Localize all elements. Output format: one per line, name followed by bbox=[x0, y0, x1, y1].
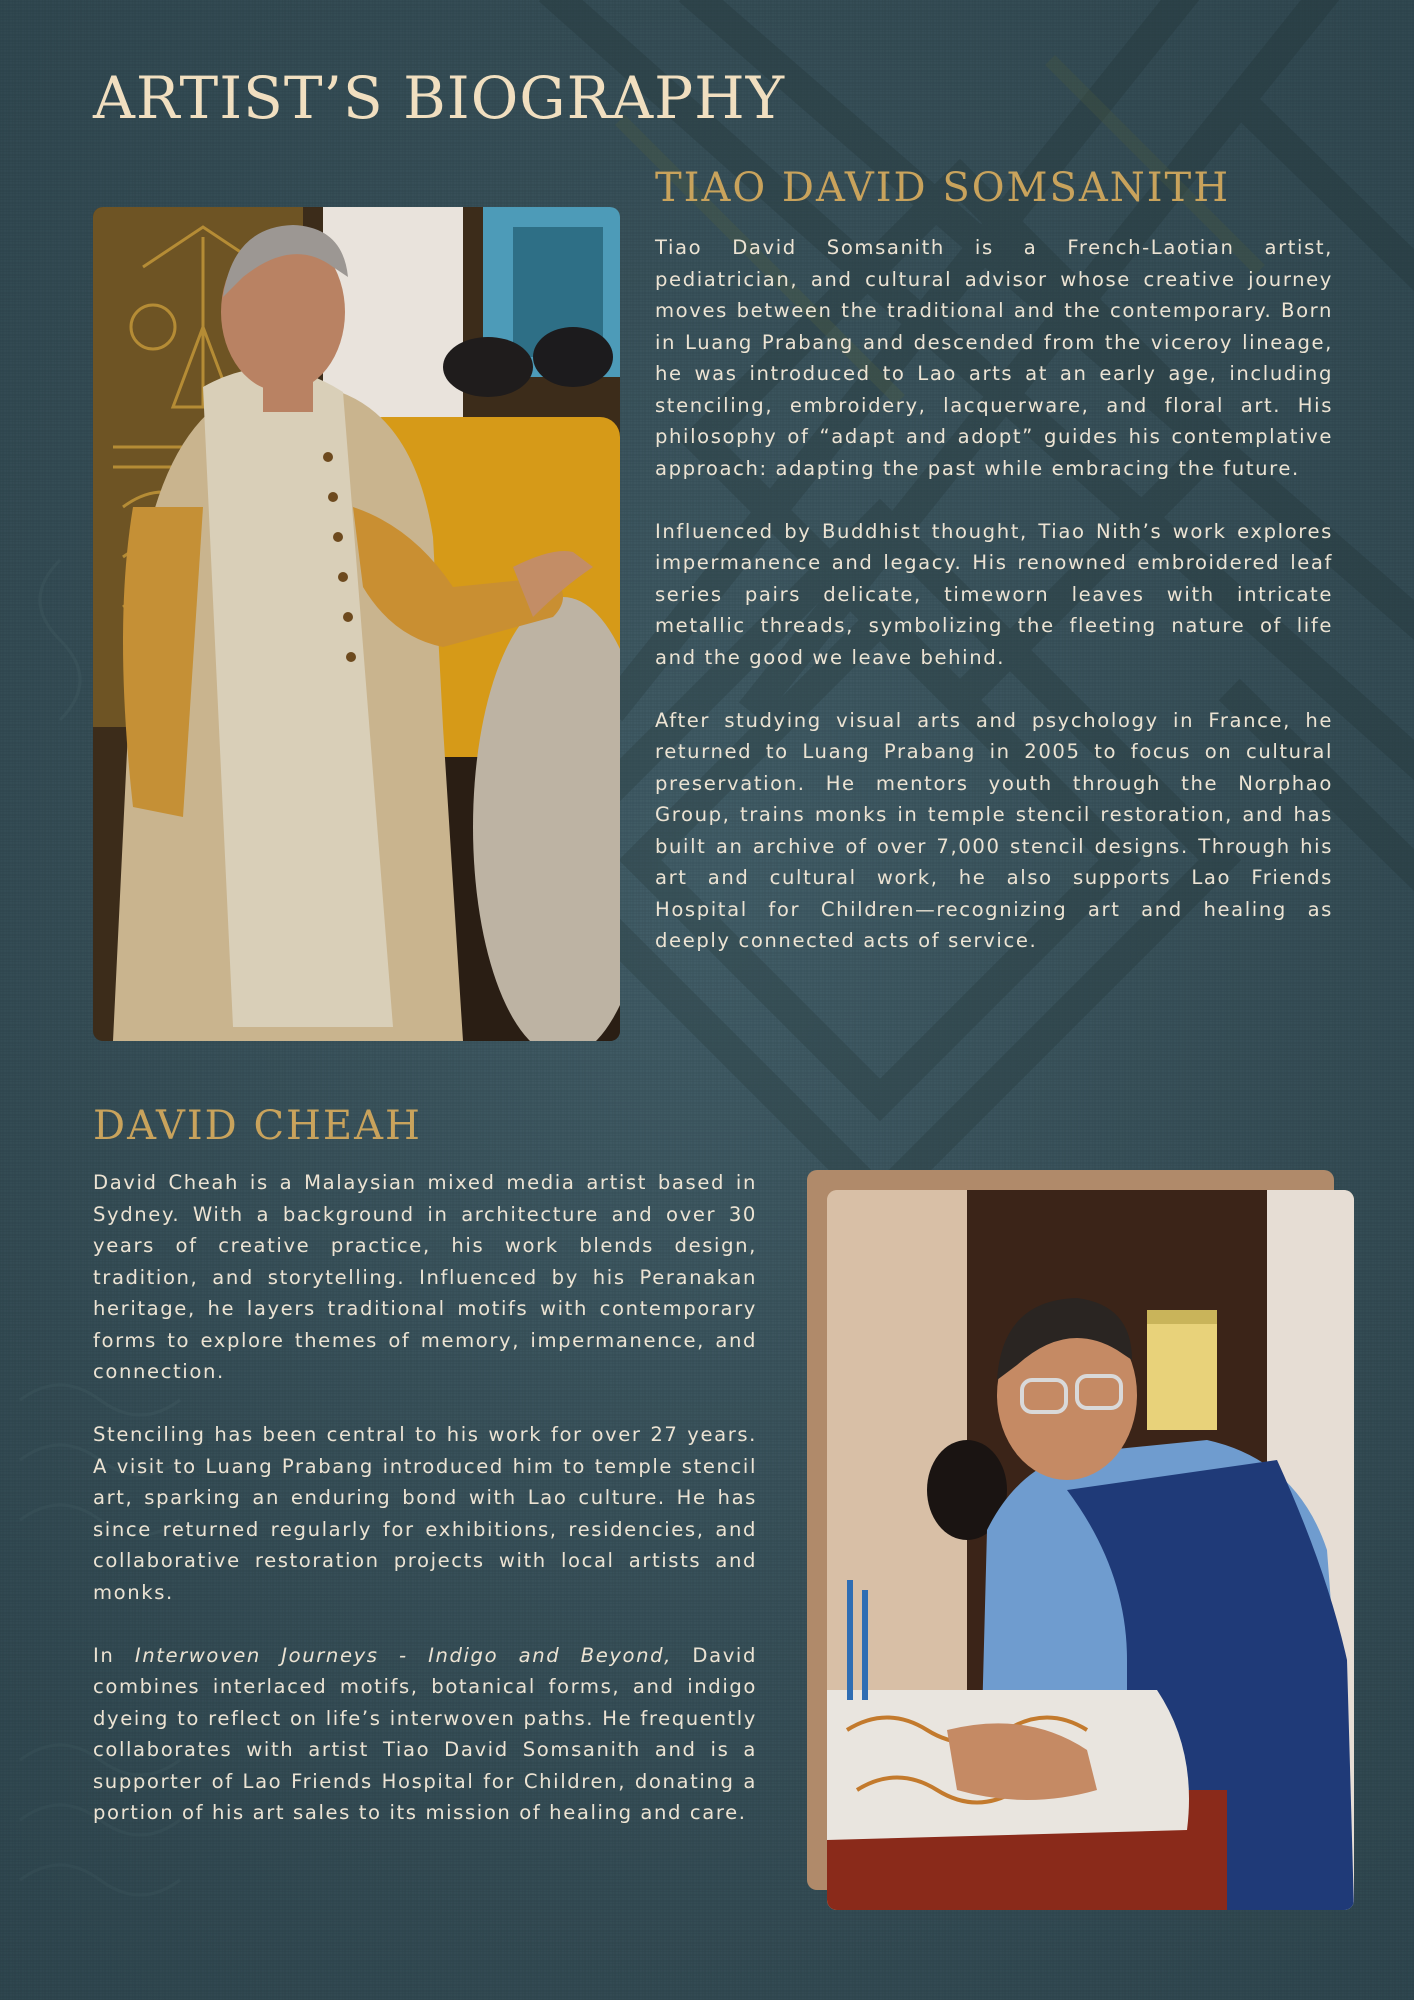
artist-name-tiao: TIAO DAVID SOMSANITH bbox=[655, 165, 1231, 211]
bio-tiao-paragraph-2: Influenced by Buddhist thought, Tiao Nith’s work explores impermanence and legacy. His renowned embroidered leaf series pairs delicate, timeworn leaves with intricate metallic threads, symbolizing the fleeting nature of life and the good we leave behind. bbox=[655, 519, 1333, 669]
bio-cheah-paragraph-3 bbox=[93, 1640, 757, 1829]
bio-tiao-paragraph-1: Tiao David Somsanith is a French-Laotian artist, pediatrician, and cultural advisor whose creative journey moves between the traditional and the contemporary. Born in Luang Prabang and descended from the viceroy lineage, he was introduced to Lao arts at an early age, including stenciling, embroidery, lacquerware, and floral art. His philosophy of “adapt and adopt” guides his contemplative approach: adapting the past while embracing the future. bbox=[655, 236, 1333, 480]
bio-tiao-paragraph-3: After studying visual arts and psychology in France, he returned to Luang Prabang in 2005 to focus on cultural preservation. He mentors youth through the Norphao Group, trains monks in temple stencil restoration, and has built an archive of over 7,000 stencil designs. Through his art and cultural work, he also supports Lao Friends Hospital for Children—recognizing art and healing as deeply connected acts of service. bbox=[655, 708, 1333, 952]
photo-tiao-david-somsanith bbox=[93, 207, 620, 1041]
exhibition-title: Interwoven Journeys - Indigo and Beyond, bbox=[134, 1643, 673, 1667]
bio-tiao bbox=[655, 232, 1333, 957]
artist-name-cheah: DAVID CHEAH bbox=[93, 1103, 422, 1149]
bio-cheah-paragraph-2: Stenciling has been central to his work for over 27 years. A visit to Luang Prabang introduced him to temple stencil art, sparking an enduring bond with Lao culture. He has since returned regularly for exhibitions, residencies, and collaborative restoration projects with local artists and monks. bbox=[93, 1423, 757, 1604]
bio-cheah-p3-lead: In bbox=[93, 1643, 135, 1667]
bio-cheah-paragraph-1: David Cheah is a Malaysian mixed media artist based in Sydney. With a background in architecture and over 30 years of creative practice, his work blends design, tradition, and storytelling. Influenced by his Peranakan heritage, he layers traditional motifs with contemporary forms to explore themes of memory, impermanence, and connection. bbox=[93, 1171, 757, 1383]
photo-david-cheah bbox=[827, 1190, 1354, 1910]
bio-cheah-p3-rest: David combines interlaced motifs, botanical forms, and indigo dyeing to reflect on life’s interwoven paths. He frequently collaborates with artist Tiao David Somsanith and is a supporter of Lao Friends Hospital for Children, donating a portion of his art sales to its mission of healing and care. bbox=[93, 1643, 757, 1824]
page-title: ARTIST’S BIOGRAPHY bbox=[93, 64, 786, 132]
bio-cheah bbox=[93, 1167, 757, 1829]
